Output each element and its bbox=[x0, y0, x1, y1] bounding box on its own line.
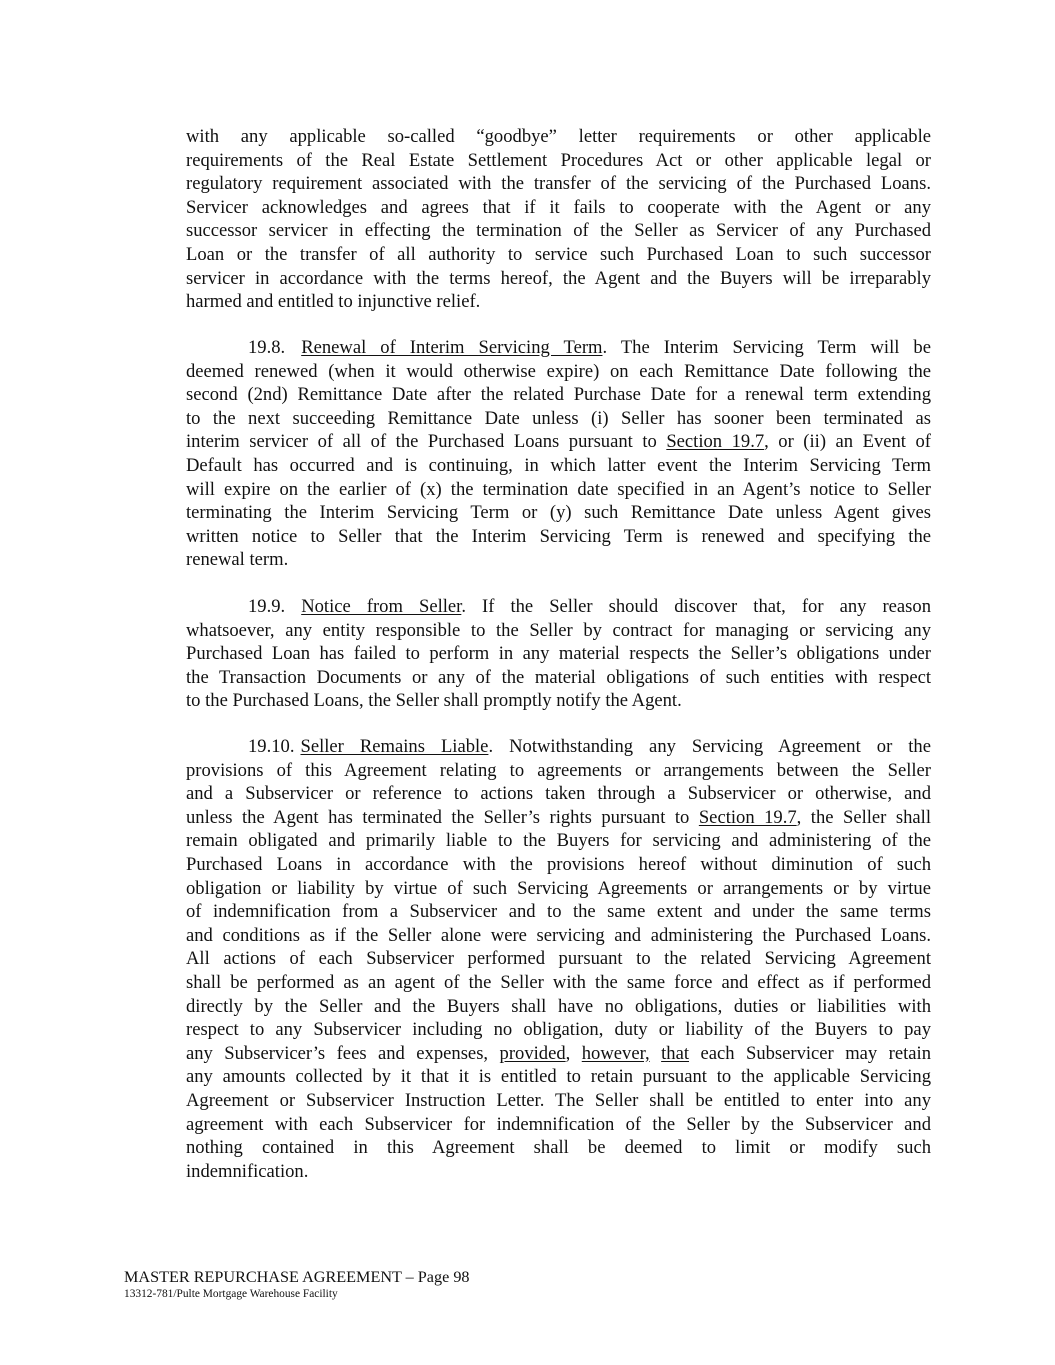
text-line: requirements of the Real Estate Settlement Procedures Act or other applicable legal or bbox=[186, 149, 931, 171]
text-line: and a Subservicer or reference to actions taken through a Subservicer or otherwise, and bbox=[186, 783, 931, 805]
text-line: respect to any Subservicer including no obligation, duty or liability of the Buyers to pay bbox=[186, 1019, 931, 1041]
section-19-10 bbox=[186, 735, 931, 1183]
proviso-provided: provided bbox=[499, 1042, 566, 1064]
section-cross-reference[interactable]: Section 19.7 bbox=[698, 806, 797, 828]
section-19-9 bbox=[186, 595, 931, 713]
text-line: Default has occurred and is continuing, in which latter event the Interim Servicing Term bbox=[186, 454, 931, 476]
section-number: 19.10. bbox=[248, 736, 295, 757]
section-19-8 bbox=[186, 336, 931, 572]
text-line bbox=[186, 1042, 931, 1066]
text-line: All actions of each Subservicer performed pursuant to the related Servicing Agreement bbox=[186, 948, 931, 970]
text-fragment: any Subservicer’s fees and expenses, bbox=[186, 1042, 500, 1064]
text-line: deemed renewed (when it would otherwise expire) on each Remittance Date following the bbox=[186, 360, 931, 382]
proviso-that: that bbox=[661, 1042, 690, 1064]
section-number: 19.9. bbox=[248, 596, 286, 617]
text-line: Purchased Loans in accordance with the provisions hereof without diminution of such bbox=[186, 853, 931, 875]
text-line: Agreement or Subservicer Instruction Letter. The Seller shall be entitled to enter into any bbox=[186, 1089, 931, 1111]
text-line: Purchased Loan has failed to perform in any material respects the Seller’s obligations under bbox=[186, 643, 931, 665]
text-line: written notice to Seller that the Interim Servicing Term is renewed and specifying the bbox=[186, 525, 931, 547]
text-line: to the Purchased Loans, the Seller shall promptly notify the Agent. bbox=[186, 690, 682, 712]
text-fragment bbox=[650, 1043, 661, 1064]
text-line: harmed and entitled to injunctive relief. bbox=[186, 291, 481, 313]
text-line: indemnification. bbox=[186, 1160, 309, 1182]
section-cross-reference[interactable]: Section 19.7 bbox=[666, 431, 765, 453]
text-line: remain obligated and primarily liable to the Buyers for servicing and administering of the bbox=[186, 830, 931, 852]
text-fragment: unless the Agent has terminated the Seller’s rights pursuant to bbox=[186, 806, 699, 828]
text-line: regulatory requirement associated with the transfer of the servicing of the Purchased Loans. bbox=[186, 173, 931, 195]
section-heading-line bbox=[186, 336, 931, 360]
text-line: servicer in accordance with the terms hereof, the Agent and the Buyers will be irreparably bbox=[186, 267, 931, 289]
paragraph-continuation bbox=[186, 125, 931, 314]
text-line: renewal term. bbox=[186, 549, 289, 571]
text-line: shall be performed as an agent of the Seller with the same force and effect as if performed bbox=[186, 971, 931, 993]
section-heading: Renewal of Interim Servicing Term bbox=[301, 337, 603, 358]
section-number: 19.8. bbox=[248, 337, 286, 358]
text-fragment: . Notwithstanding any Servicing Agreement or the bbox=[488, 736, 931, 757]
section-heading: Notice from Seller bbox=[301, 596, 462, 617]
text-fragment: . The Interim Servicing Term will be bbox=[602, 337, 931, 358]
text-line: and conditions as if the Seller alone were servicing and administering the Purchased Loans. bbox=[186, 924, 931, 946]
text-line: directly by the Seller and the Buyers shall have no obligations, duties or liabilities with bbox=[186, 995, 931, 1017]
text-line: nothing contained in this Agreement shall be deemed to limit or modify such bbox=[186, 1137, 931, 1159]
text-line: obligation or liability by virtue of such Servicing Agreements or arrangements or by virtue bbox=[186, 877, 931, 899]
text-fragment: , bbox=[565, 1042, 582, 1064]
text-line: successor servicer in effecting the termination of the Seller as Servicer of any Purchased bbox=[186, 220, 931, 242]
text-line: Servicer acknowledges and agrees that if it fails to cooperate with the Agent or any bbox=[186, 196, 931, 218]
text-line: to the next succeeding Remittance Date unless (i) Seller has sooner been terminated as bbox=[186, 407, 931, 429]
text-line: will expire on the earlier of (x) the termination date specified in an Agent’s notice to Seller bbox=[186, 478, 931, 500]
text-line: second (2nd) Remittance Date after the related Purchase Date for a renewal term extending bbox=[186, 384, 931, 406]
text-line: terminating the Interim Servicing Term or (y) such Remittance Date unless Agent gives bbox=[186, 502, 931, 524]
text-line: the Transaction Documents or any of the material obligations of such entities with respect bbox=[186, 666, 931, 688]
section-heading-line bbox=[186, 595, 931, 619]
section-heading: Seller Remains Liable bbox=[300, 736, 489, 757]
section-heading-line bbox=[186, 735, 931, 759]
text-line: with any applicable so-called “goodbye” letter requirements or other applicable bbox=[186, 126, 931, 147]
text-line: any amounts collected by it that it is entitled to retain pursuant to the applicable Servicing bbox=[186, 1066, 931, 1088]
text-fragment: , the Seller shall bbox=[796, 806, 931, 828]
text-fragment: interim servicer of all of the Purchased Loans pursuant to bbox=[186, 431, 667, 453]
text-line: agreement with each Subservicer for indemnification of the Seller by the Subservicer and bbox=[186, 1113, 931, 1135]
text-line bbox=[186, 430, 931, 454]
text-fragment: . If the Seller should discover that, for any reason bbox=[461, 596, 931, 617]
text-line bbox=[186, 806, 931, 830]
footer-document-id: 13312-781/Pulte Mortgage Warehouse Facility bbox=[124, 1288, 338, 1300]
footer-title: MASTER REPURCHASE AGREEMENT – Page 98 bbox=[124, 1268, 470, 1286]
text-fragment: , or (ii) an Event of bbox=[764, 431, 931, 453]
text-line: Loan or the transfer of all authority to service such Purchased Loan to such successor bbox=[186, 243, 931, 265]
text-fragment: each Subservicer may retain bbox=[689, 1042, 931, 1064]
proviso-however: however, bbox=[581, 1042, 650, 1064]
text-line: whatsoever, any entity responsible to the Seller by contract for managing or servicing any bbox=[186, 619, 931, 641]
text-line: provisions of this Agreement relating to agreements or arrangements between the Seller bbox=[186, 759, 931, 781]
text-line: of indemnification from a Subservicer and to the same extent and under the same terms bbox=[186, 901, 931, 923]
page-footer bbox=[124, 1268, 470, 1302]
